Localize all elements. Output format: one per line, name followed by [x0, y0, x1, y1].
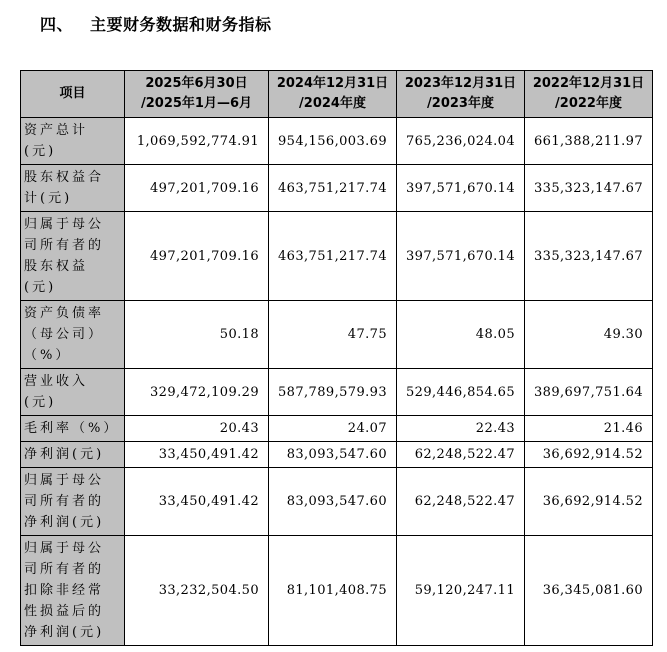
table-cell-value: 335,323,147.67 — [525, 212, 653, 301]
section-number: 四、 — [40, 15, 74, 34]
table-cell-value: 83,093,547.60 — [269, 442, 397, 468]
table-cell-value: 47.75 — [269, 301, 397, 369]
row-label-line: 资产负债率 — [24, 306, 105, 321]
row-label — [21, 442, 125, 468]
row-label-line: 归属于母公 — [24, 473, 105, 488]
table-row — [21, 442, 653, 468]
row-label — [21, 468, 125, 536]
header-column — [397, 71, 525, 118]
table-cell-value: 463,751,217.74 — [269, 212, 397, 301]
table-cell-value: 36,692,914.52 — [525, 442, 653, 468]
table-cell-value: 33,450,491.42 — [125, 468, 269, 536]
table-cell-value: 587,789,579.93 — [269, 369, 397, 416]
table-cell-value: 497,201,709.16 — [125, 165, 269, 212]
table-cell-value: 329,472,109.29 — [125, 369, 269, 416]
table-cell-value: 765,236,024.04 — [397, 118, 525, 165]
table-cell-value: 1,069,592,774.91 — [125, 118, 269, 165]
row-label — [21, 118, 125, 165]
row-label-line: 股东权益 — [24, 259, 89, 274]
table-cell-value: 661,388,211.97 — [525, 118, 653, 165]
table-header-row — [21, 71, 653, 118]
row-label-line: 扣除非经常 — [24, 583, 105, 598]
table-row — [21, 468, 653, 536]
table-cell-value: 62,248,522.47 — [397, 442, 525, 468]
row-label-line: 计(元) — [24, 191, 73, 206]
table-cell-value: 397,571,670.14 — [397, 165, 525, 212]
section-title: 主要财务数据和财务指标 — [90, 15, 272, 34]
table-cell-value: 48.05 — [397, 301, 525, 369]
table-cell-value: 62,248,522.47 — [397, 468, 525, 536]
table-cell-value: 20.43 — [125, 416, 269, 442]
header-item: 项目 — [21, 71, 125, 118]
table-row — [21, 118, 653, 165]
row-label — [21, 165, 125, 212]
row-label-line: (元) — [24, 395, 57, 410]
table-row — [21, 212, 653, 301]
row-label-line: 司所有者的 — [24, 562, 105, 577]
row-label-line: 性损益后的 — [24, 604, 105, 619]
table-cell-value: 529,446,854.65 — [397, 369, 525, 416]
financial-indicators-table — [20, 70, 653, 646]
table-cell-value: 22.43 — [397, 416, 525, 442]
header-date: 2023年12月31日 — [404, 76, 517, 91]
section-heading — [40, 12, 272, 35]
row-label-line: 司所有者的 — [24, 494, 105, 509]
row-label — [21, 301, 125, 369]
table-row — [21, 301, 653, 369]
header-date: 2025年6月30日 — [145, 76, 248, 91]
header-date: 2022年12月31日 — [532, 76, 645, 91]
header-column — [125, 71, 269, 118]
header-period: /2022年度 — [555, 96, 622, 111]
table-row — [21, 536, 653, 646]
row-label-line: 净利润(元) — [24, 625, 105, 640]
table-cell-value: 954,156,003.69 — [269, 118, 397, 165]
row-label — [21, 536, 125, 646]
table-cell-value: 36,345,081.60 — [525, 536, 653, 646]
row-label-line: 归属于母公 — [24, 217, 105, 232]
row-label-line: 净利润(元) — [24, 515, 105, 530]
header-period: /2023年度 — [427, 96, 494, 111]
row-label-line: （%） — [24, 348, 72, 363]
table-cell-value: 397,571,670.14 — [397, 212, 525, 301]
row-label-line: 归属于母公 — [24, 541, 105, 556]
header-column — [525, 71, 653, 118]
table-cell-value: 33,232,504.50 — [125, 536, 269, 646]
row-label-line: (元) — [24, 144, 57, 159]
row-label-line: （母公司） — [24, 327, 105, 342]
table-cell-value: 81,101,408.75 — [269, 536, 397, 646]
row-label-line: 司所有者的 — [24, 238, 105, 253]
table-cell-value: 59,120,247.11 — [397, 536, 525, 646]
header-period: /2024年度 — [299, 96, 366, 111]
table-cell-value: 83,093,547.60 — [269, 468, 397, 536]
table-body — [21, 118, 653, 646]
table-cell-value: 389,697,751.64 — [525, 369, 653, 416]
header-period: /2025年1月—6月 — [140, 96, 253, 111]
table-cell-value: 49.30 — [525, 301, 653, 369]
table-row — [21, 369, 653, 416]
table-cell-value: 24.07 — [269, 416, 397, 442]
row-label-line: 资产总计 — [24, 123, 89, 138]
row-label-line: 营业收入 — [24, 374, 89, 389]
row-label — [21, 416, 125, 442]
row-label-line: 股东权益合 — [24, 170, 105, 185]
row-label-line: 净利润(元) — [24, 447, 105, 462]
header-date: 2024年12月31日 — [276, 76, 389, 91]
table-cell-value: 463,751,217.74 — [269, 165, 397, 212]
table-cell-value: 50.18 — [125, 301, 269, 369]
row-label-line: 毛利率（%） — [24, 421, 120, 436]
row-label — [21, 212, 125, 301]
row-label-line: (元) — [24, 280, 57, 295]
table-row — [21, 165, 653, 212]
table-cell-value: 33,450,491.42 — [125, 442, 269, 468]
table-row — [21, 416, 653, 442]
row-label — [21, 369, 125, 416]
header-column — [269, 71, 397, 118]
table-cell-value: 21.46 — [525, 416, 653, 442]
table-cell-value: 497,201,709.16 — [125, 212, 269, 301]
table-cell-value: 335,323,147.67 — [525, 165, 653, 212]
table-cell-value: 36,692,914.52 — [525, 468, 653, 536]
